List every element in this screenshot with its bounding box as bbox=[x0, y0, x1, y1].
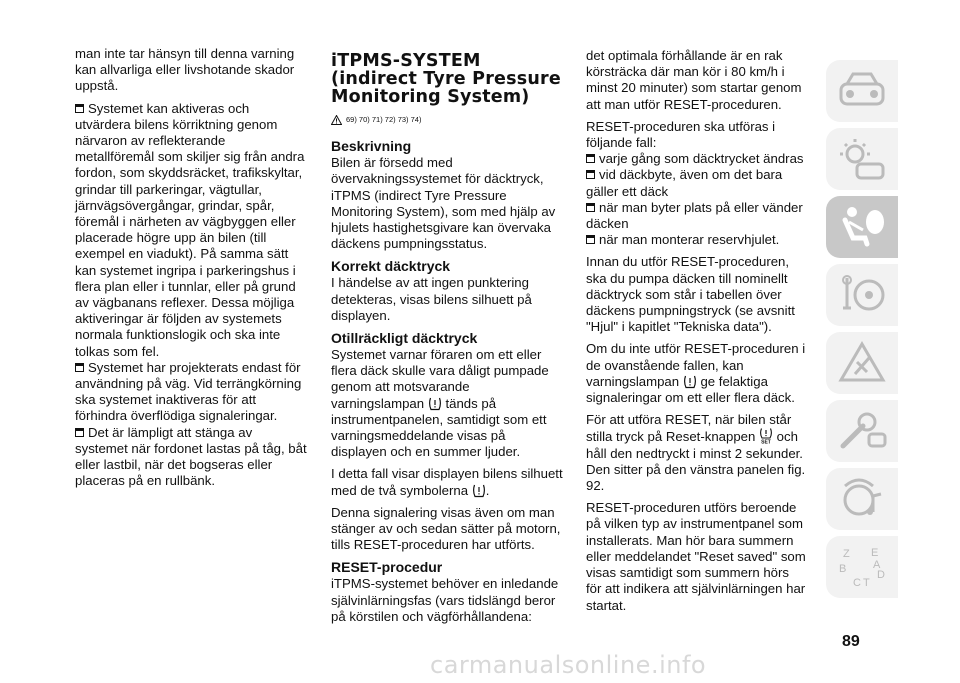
seat-airbag-icon bbox=[835, 204, 889, 250]
heading-reset: RESET-procedur bbox=[331, 559, 443, 576]
svg-text:E: E bbox=[871, 547, 879, 559]
column-2 bbox=[331, 52, 563, 631]
heading-beskrivning: Beskrivning bbox=[331, 138, 412, 155]
section-title: iTPMS-SYSTEM (indirect Tyre Pressure Monitoring System) bbox=[331, 51, 561, 107]
paragraph-otillrackligt-3: Denna signalering visas även om man stänger av och sedan sätter på motorn, tills RESET-proceduren har utförts. bbox=[331, 504, 561, 553]
bullet-item: varje gång som däcktrycket ändras bbox=[586, 151, 808, 167]
warning-triangle-icon bbox=[331, 115, 342, 125]
bullet-icon bbox=[586, 203, 595, 212]
bullet-item: vid däckbyte, även om det bara gäller ett däck bbox=[586, 167, 783, 199]
tab-dashboard[interactable] bbox=[826, 60, 898, 122]
bullet-item: Det är lämpligt att stänga av systemet när fordonet lastas på tåg, båt eller lastbil, när det bogseras eller placeras på en rullbänk. bbox=[75, 424, 307, 489]
svg-text:B: B bbox=[839, 563, 847, 575]
paragraph-cases: RESET-proceduren ska utföras i följande fall: bbox=[586, 118, 776, 151]
car-dashboard-icon bbox=[835, 68, 889, 114]
tab-warning-lights[interactable] bbox=[826, 128, 898, 190]
column-1 bbox=[75, 46, 308, 489]
paragraph-korrekt: I händelse av att ingen punktering detekteras, visas bilens silhuett på displayen. bbox=[331, 275, 532, 323]
bullet-item: när man byter plats på eller vänder däcken bbox=[586, 199, 803, 232]
watermark: carmanualsonline.info bbox=[430, 651, 707, 679]
svg-text:T: T bbox=[863, 577, 870, 589]
heading-korrekt: Korrekt däcktryck bbox=[331, 258, 451, 275]
tab-maintenance[interactable] bbox=[826, 400, 898, 462]
bullet-icon bbox=[586, 170, 595, 179]
paragraph-pressure: Innan du utför RESET-proceduren, ska du pumpa däcken till nominellt däcktryck som står i tabellen över däckens pumpningstryck (se avsnitt "Hjul" i kapitlet "Tekniska data"). bbox=[586, 254, 795, 335]
tyre-pressure-icon bbox=[428, 397, 442, 411]
paragraph-reset: iTPMS-systemet behöver en inledande självinlärningsfas (vars tidslängd beror på körstilen och vägförhållandena: bbox=[331, 576, 559, 624]
tab-driving[interactable] bbox=[826, 264, 898, 326]
bullet-item: Systemet kan aktiveras och utvärdera bilens körriktning genom närvaron av reflekterande metallföremål som skiljer sig från andra fordon, som skyddsräcket, trafikskyltar, grindar till parkeringar, vägtullar, järnvägsövergångar, grindar, spår, föremål i närheten av vägbyggen eller placerade högre upp än bilen (till exempel en viadukt). På samma sätt kan systemet ingripa i parkeringshus i flera plan eller i tunnlar, eller på grund av vägbanans reflexer. Dessa möjliga aktiveringar är följden av systemets normala funktionslogik och ska inte tolkas som fel. bbox=[75, 100, 305, 359]
paragraph-beskrivning: Bilen är försedd med övervakningssystemet för däcktryck, iTPMS (indirect Tyre Pressure Monitoring System), som med hjälp av hjulets hastighetsgivare kan övervaka däckens pumpningsstatus. bbox=[331, 155, 556, 252]
bullet-icon bbox=[75, 104, 84, 113]
svg-text:D: D bbox=[877, 569, 885, 581]
paragraph-otillrackligt-2: I detta fall visar displayen bilens silhuett med de två symbolerna . bbox=[331, 466, 563, 498]
paragraph-otillrackligt: Systemet varnar föraren om ett eller flera däck skulle vara dåligt pumpade genom att motsvarande varningslampan tänds på instrumentpanelen, samtidigt som ett varningsmeddelande visas på displayen och en summer ljuder. bbox=[331, 347, 549, 460]
page-number: 89 bbox=[842, 633, 860, 650]
reset-set-button-icon bbox=[759, 428, 773, 444]
chapter-tabs bbox=[826, 60, 898, 604]
tyre-pressure-icon bbox=[472, 484, 486, 498]
warning-lights-icon bbox=[835, 136, 889, 182]
bullet-icon bbox=[586, 235, 595, 244]
reference-numbers: 69) 70) 71) 72) 73) 74) bbox=[346, 115, 422, 124]
tab-safety[interactable] bbox=[826, 196, 898, 258]
steering-key-icon bbox=[835, 272, 889, 318]
tab-index[interactable] bbox=[826, 536, 898, 598]
bullet-icon bbox=[586, 154, 595, 163]
bullet-icon bbox=[75, 363, 84, 372]
svg-text:C: C bbox=[853, 577, 861, 589]
paragraph-reset-button: För att utföra RESET, när bilen står stilla tryck på Reset-knappen SET och håll den nedtryckt i minst 2 sekunder. Den sitter på den vänstra panelen fig. 92. bbox=[586, 412, 806, 494]
bullet-item: när man monterar reservhjulet. bbox=[586, 232, 808, 248]
svg-text:A: A bbox=[873, 559, 881, 571]
svg-text:Z: Z bbox=[843, 548, 850, 560]
heading-otillrackligt: Otillräckligt däcktryck bbox=[331, 330, 478, 347]
index-letters-icon bbox=[835, 544, 889, 590]
paragraph-optimal: det optimala förhållande är en rak körsträcka där man kör i 80 km/h i minst 20 minuter) som startar genom att man utför RESET-proceduren. bbox=[586, 48, 802, 112]
intro-paragraph: man inte tar hänsyn till denna varning kan allvarliga eller livshotande skador uppstå. bbox=[75, 46, 295, 94]
tab-emergency[interactable] bbox=[826, 332, 898, 394]
multimedia-icon bbox=[835, 476, 889, 522]
bullet-icon bbox=[75, 428, 84, 437]
bullet-item: Systemet har projekterats endast för användning på väg. Vid terrängkörning ska systemet inaktiveras för att förhindra överflödiga signaleringar. bbox=[75, 359, 302, 424]
paragraph-warning: Om du inte utför RESET-proceduren i de ovanstående fallen, kan varningslampan ge felaktiga signaleringar om ett eller flera däck. bbox=[586, 341, 806, 406]
tyre-pressure-icon bbox=[683, 375, 697, 389]
wrench-car-icon bbox=[835, 408, 889, 454]
warning-triangle-icon bbox=[835, 340, 889, 386]
reference-list bbox=[331, 112, 563, 128]
paragraph-procedure: RESET-proceduren utförs beroende på vilken typ av instrumentpanel som installerats. Man hör bara summern eller meddelandet "Reset saved" som visas samtidigt som summern hörs för att indikera att självinlärningen har startat. bbox=[586, 500, 806, 613]
tab-multimedia[interactable] bbox=[826, 468, 898, 530]
set-label: SET bbox=[761, 439, 771, 445]
column-3 bbox=[586, 48, 808, 620]
